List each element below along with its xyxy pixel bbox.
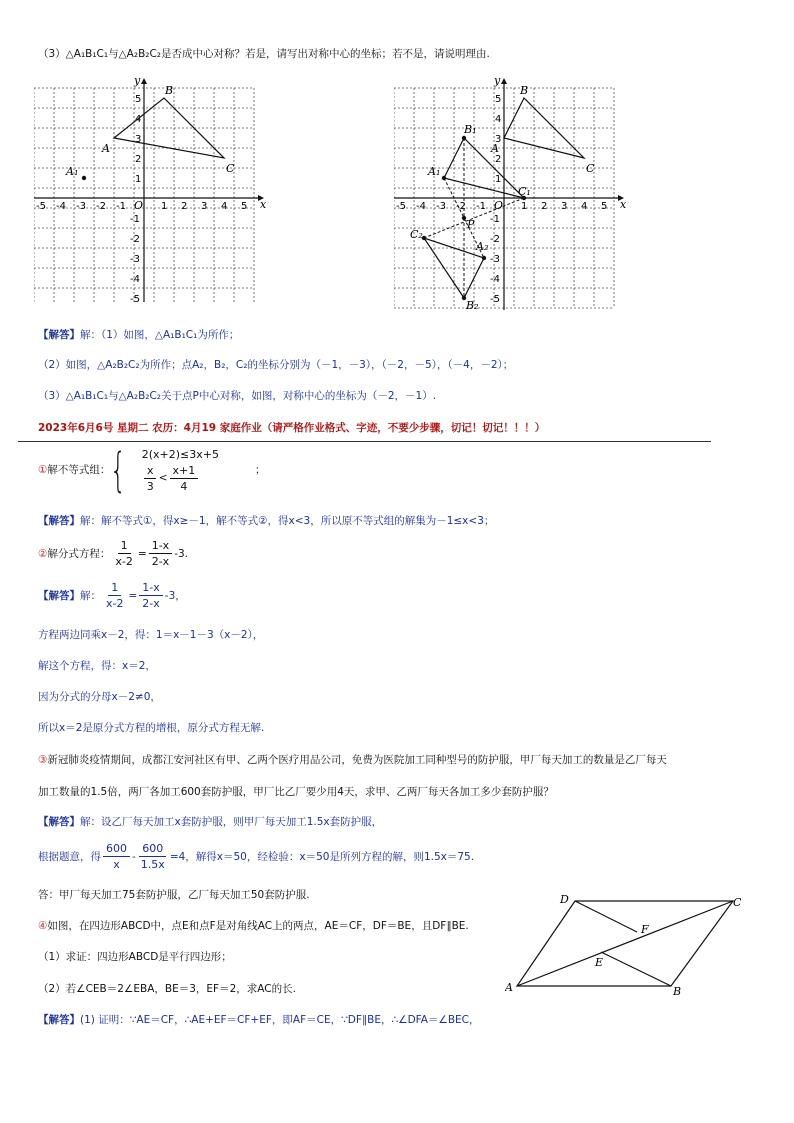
y-tick-label: -2 (130, 234, 140, 245)
label-e: E (595, 956, 604, 969)
y-axis-arrow (141, 78, 147, 84)
origin-label: O (494, 199, 504, 212)
x-axis-label: x (620, 198, 626, 211)
fraction-equation: $\frac{1}{x-2}$ = $\frac{1-x}{2-x}$ -3. (115, 539, 189, 568)
vertex-dot (482, 256, 486, 260)
x-tick-label: 1 (521, 201, 528, 212)
x-tick-label: 2 (541, 201, 548, 212)
x-tick-label: 1 (161, 201, 168, 212)
answer-p2-step1: 方程两边同乘x－2，得：1＝x－1－3（x－2）， (38, 629, 264, 641)
x-tick-label: 4 (581, 201, 588, 212)
problem-3-number: ③ (38, 754, 48, 766)
label-a1: A₁ (428, 165, 441, 178)
answer-p3-1: 【解答】解：设乙厂每天加工x套防护服，则甲厂每天加工1.5x套防护服， (38, 816, 383, 828)
point-a1 (82, 176, 86, 180)
problem-4-number: ④ (38, 920, 48, 932)
label-b1: B₁ (464, 123, 477, 136)
x-tick-label: -4 (56, 201, 66, 212)
x-tick-label: -5 (396, 201, 406, 212)
problem-4-line2: （1）求证：四边形ABCD是平行四边形； (38, 951, 232, 963)
divider-line (18, 441, 711, 442)
vertex-dot (442, 176, 446, 180)
label-c: C (586, 162, 595, 175)
x-axis-label: x (260, 198, 266, 211)
coordinate-grid-right (394, 70, 626, 310)
label-c2: C₂ (410, 228, 423, 241)
diagonal-ac (517, 901, 733, 986)
y-tick-label: -3 (130, 254, 140, 265)
problem-4-line1: ④如图，在四边形ABCD中，点E和点F是对角线AC上的两点，AE＝CF，DF＝BE，且DF∥BE. (38, 920, 469, 932)
y-tick-label: 3 (495, 134, 502, 145)
y-axis-label: y (134, 74, 141, 87)
label-a: A (505, 981, 513, 994)
y-tick-label: -4 (130, 274, 140, 285)
problem-3-line1: ③新冠肺炎疫情期间，成都江安河社区有甲、乙两个医疗用品公司，免费为医院加工同种型号的防护服，甲厂每天加工的数量是乙厂每天 (38, 754, 667, 766)
inequality-1: 2(x+2)≤3x+5 (141, 447, 219, 461)
x-tick-label: 3 (561, 201, 568, 212)
x-tick-label: 5 (241, 201, 248, 212)
y-tick-label: -2 (490, 234, 500, 245)
answer-label: 【解答】 (38, 329, 80, 341)
triangle-abc (504, 98, 584, 158)
left-brace: { (110, 443, 127, 497)
label-a1: A₁ (66, 165, 79, 178)
y-tick-label: -1 (490, 214, 500, 225)
y-tick-label: 1 (495, 174, 502, 185)
x-tick-label: 2 (181, 201, 188, 212)
answer-q3-2: （2）如图，△A₂B₂C₂为所作；点A₂，B₂，C₂的坐标分别为（－1，－3），（－2，－5），（－4，－2）； (38, 359, 514, 371)
label-d: D (560, 893, 569, 906)
label-b: B (673, 985, 682, 998)
problem-2-prompt: 解分式方程： (47, 547, 111, 560)
label-c1: C₁ (518, 185, 531, 198)
label-a2: A₂ (476, 240, 489, 253)
x-tick-label: -2 (96, 201, 106, 212)
y-tick-label: 4 (495, 114, 502, 125)
homework-header: 2023年6月6号 星期二 农历：4月19 家庭作业（请严格作业格式、字迹，不要少步骤，切记！切记！！！） (38, 422, 546, 434)
label-b: B (165, 84, 174, 97)
origin-label: O (134, 199, 144, 212)
y-tick-label: 5 (135, 94, 142, 105)
inequality-system (110, 443, 219, 497)
answer-p2-step2: 解这个方程，得：x＝2， (38, 660, 156, 672)
y-tick-label: 2 (135, 154, 142, 165)
x-tick-label: -3 (76, 201, 86, 212)
y-axis-arrow (501, 78, 507, 84)
problem-3-line2: 加工数量的1.5倍，两厂各加工600套防护服，甲厂比乙厂要少用4天，求甲、乙两厂每天各加工多少套防护服？ (38, 786, 554, 798)
x-tick-label: 5 (601, 201, 608, 212)
answer-p2: 【解答】 解： $\frac{1}{x-2}$ = $\frac{1-x}{2-x}$ -3， (38, 581, 186, 610)
problem-2-number: ② (38, 547, 48, 560)
problem-1-prompt: 解不等式组： (47, 464, 111, 476)
coordinate-grid-left (34, 70, 266, 302)
y-tick-label: -5 (130, 294, 140, 302)
problem-2 (38, 539, 188, 568)
answer-q3-1: 【解答】解：（1）如图，△A₁B₁C₁为所作； (38, 329, 240, 341)
x-tick-label: -4 (416, 201, 426, 212)
label-c: C (226, 162, 235, 175)
center-p (462, 216, 466, 220)
y-tick-label: 4 (135, 114, 142, 125)
label-b: B (520, 84, 529, 97)
label-p: P (467, 218, 475, 231)
answer-p3-3: 答：甲厂每天加工75套防护服，乙厂每天加工50套防护服. (38, 889, 310, 901)
q3-prompt: （3）△A₁B₁C₁与△A₂B₂C₂是否成中心对称？若是，请写出对称中心的坐标；若不是，请说明理由. (38, 48, 490, 60)
answer-p2-step3: 因为分式的分母x－2≠0， (38, 691, 161, 703)
y-tick-label: 3 (135, 134, 142, 145)
x-tick-label: -1 (116, 201, 126, 212)
label-c: C (733, 896, 742, 909)
label-f: F (641, 923, 649, 936)
segment-be (601, 952, 671, 986)
vertex-dot (462, 136, 466, 140)
label-a: A (491, 142, 499, 155)
x-tick-label: -5 (36, 201, 46, 212)
problem-4-line3: （2）若∠CEB＝2∠EBA，BE＝3，EF＝2，求AC的长. (38, 983, 296, 995)
answer-p4: 【解答】(1) 证明：∵AE＝CF，∴AE+EF＝CF+EF，即AF＝CE，∵DF∥BE，∴∠DFA＝∠BEC， (38, 1014, 480, 1026)
y-tick-label: 2 (495, 154, 502, 165)
inequality-2: $\frac{x}{3}$ < $\frac{x+1}{4}$ (142, 464, 219, 493)
y-axis-label: y (494, 74, 501, 87)
y-tick-label: -3 (490, 254, 500, 265)
answer-p2-step4: 所以x＝2是原分式方程的增根，原分式方程无解. (38, 722, 265, 734)
x-tick-label: 4 (221, 201, 228, 212)
answer-p3-2: 根据题意，得 $\frac{600}{x}$ - $\frac{600}{1.5x}$ =4，解得x＝50，经检验：x＝50是所列方程的解，则1.5x＝75. (38, 842, 475, 871)
parallelogram-figure (505, 890, 755, 1000)
y-tick-label: 1 (135, 174, 142, 185)
y-tick-label: -1 (130, 214, 140, 225)
label-a: A (102, 142, 110, 155)
x-tick-label: -2 (456, 201, 466, 212)
triangle-a1b1c1 (444, 138, 524, 198)
x-tick-label: -1 (476, 201, 486, 212)
problem-1-number: ① (38, 464, 48, 476)
y-tick-label: -4 (490, 274, 500, 285)
problem-1: ① 解不等式组： { 2(x+2)≤3x+5 $\frac{x}{3}$ < $\frac{x+1}{4}$ ； (38, 443, 266, 497)
x-tick-label: 3 (201, 201, 208, 212)
label-b2: B₂ (466, 299, 479, 310)
answer-p1: 【解答】解：解不等式①，得x≥－1，解不等式②，得x<3，所以原不等式组的解集为－1≤x<3； (38, 515, 495, 527)
x-tick-label: -3 (436, 201, 446, 212)
y-tick-label: -5 (490, 294, 500, 305)
y-tick-label: 5 (495, 94, 502, 105)
segment-df (575, 901, 637, 932)
answer-q3-3: （3）△A₁B₁C₁与△A₂B₂C₂关于点P中心对称，如图，对称中心的坐标为（－2，－1）. (38, 390, 437, 402)
